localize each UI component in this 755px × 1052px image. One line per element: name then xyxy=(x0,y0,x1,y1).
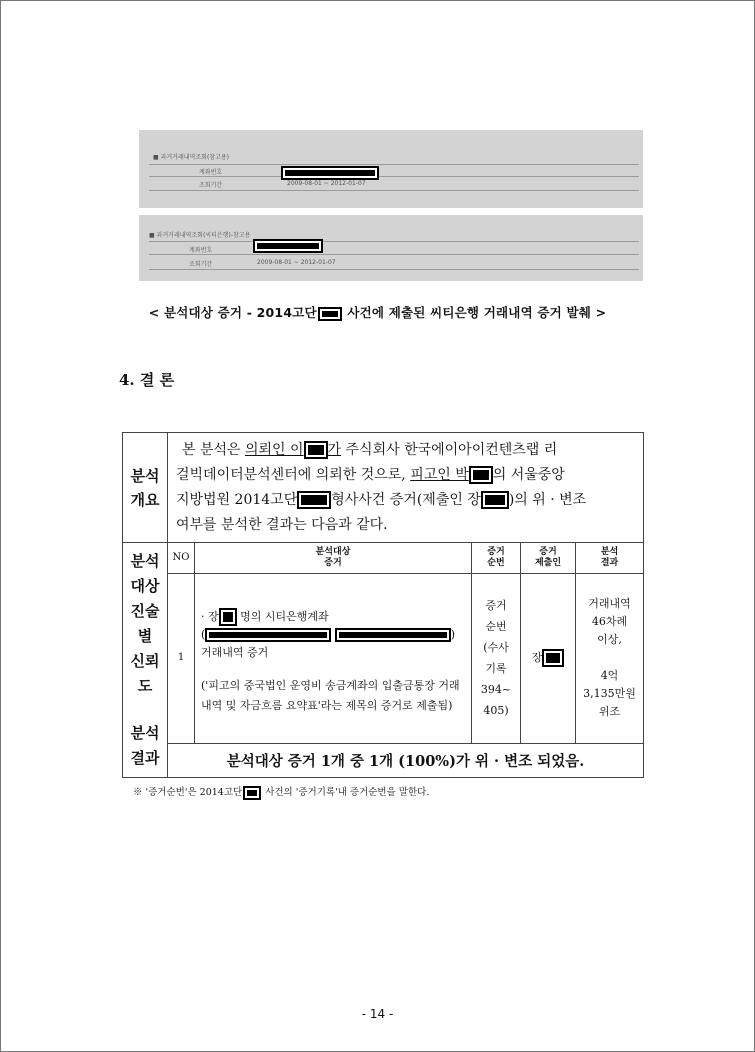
redaction-box xyxy=(304,441,328,459)
header-submitter: 증거 제출인 xyxy=(521,543,576,574)
redaction-box xyxy=(243,786,261,800)
summary-text: 본 분석은 의뢰인 이 가 주식회사 한국에이아이컨텐츠랩 리 걸빅데이터분석센터에 의뢰한 것으로, 피고인 박 의 서울중앙 지방법원 2014고단 형사사건 증거(제출인 장 )의 위 · 변조 여부를 분석한 결과는 다음과 같다. xyxy=(168,433,644,543)
conclusion-table xyxy=(122,432,644,778)
row-target: · 장 명의 시티은행계좌 ( ) 거래내역 증거 ('피고의 중국법인 운영비 송금계좌의 입출금통장 거래내역 및 자금흐름 요약표'라는 제목의 증거로 제출됨) xyxy=(195,573,472,744)
page-number: - 14 - xyxy=(361,1007,394,1021)
header-no: NO xyxy=(168,543,195,574)
summary-label: 분석 개요 xyxy=(123,433,168,543)
redaction-box xyxy=(542,649,564,667)
summary-row xyxy=(123,433,644,543)
redaction-box xyxy=(219,608,237,626)
header-seq: 증거 순번 xyxy=(472,543,521,574)
conclusion-text: 분석대상 증거 1개 중 1개 (100%)가 위 · 변조 되었음. xyxy=(168,744,644,778)
redaction-box xyxy=(281,166,379,180)
row-submitter: 장 xyxy=(521,573,576,744)
scan-2-header: ■ 과거거래내역조회(씨티은행)-참고용 xyxy=(149,232,251,239)
results-conclusion-row xyxy=(123,744,644,778)
figure-caption xyxy=(1,303,754,321)
evidence-scan-2 xyxy=(139,215,643,281)
header-result: 분석 결과 xyxy=(576,543,644,574)
results-header-row xyxy=(123,543,644,574)
caption-text-after: 사건에 제출된 씨티은행 거래내역 증거 발췌 > xyxy=(342,305,607,320)
caption-text-before: < 분석대상 증거 - 2014고단 xyxy=(148,305,317,320)
redaction-box xyxy=(318,307,342,321)
scan-1-header: ■ 과거거래내역조회(참고용) xyxy=(153,154,230,161)
scan-2-row-2-label: 조회기간 xyxy=(189,261,213,268)
evidence-scan-1 xyxy=(139,130,643,208)
redaction-box xyxy=(253,239,323,253)
scan-2-row-1-label: 계좌번호 xyxy=(189,247,213,254)
results-label: 분석 대상 진술 별 신뢰 도 분석 결과 xyxy=(123,543,168,778)
section-title: 4. 결 론 xyxy=(119,371,175,389)
scan-1-row-1-label: 계좌번호 xyxy=(199,169,223,176)
redaction-box xyxy=(335,628,451,642)
scan-1-row-2-value: 2009-08-01 ~ 2012-01-07 xyxy=(287,180,366,187)
row-no: 1 xyxy=(168,573,195,744)
redaction-box xyxy=(297,491,331,509)
scan-2-row-2-value: 2009-08-01 ~ 2012-01-07 xyxy=(257,259,336,266)
redaction-box xyxy=(469,466,493,484)
footnote: ※ '증거순번'은 2014고단 사건의 '증거기록'내 증거순번을 말한다. xyxy=(133,787,430,798)
scan-1-row-2-label: 조회기간 xyxy=(199,182,223,189)
header-target: 분석대상 증거 xyxy=(195,543,472,574)
results-data-row xyxy=(123,573,644,744)
row-seq: 증거 순번 (수사 기록 394~ 405) xyxy=(472,573,521,744)
redaction-box xyxy=(481,491,509,509)
row-result: 거래내역 46차례 이상, 4억 3,135만원 위조 xyxy=(576,573,644,744)
redaction-box xyxy=(205,628,331,642)
